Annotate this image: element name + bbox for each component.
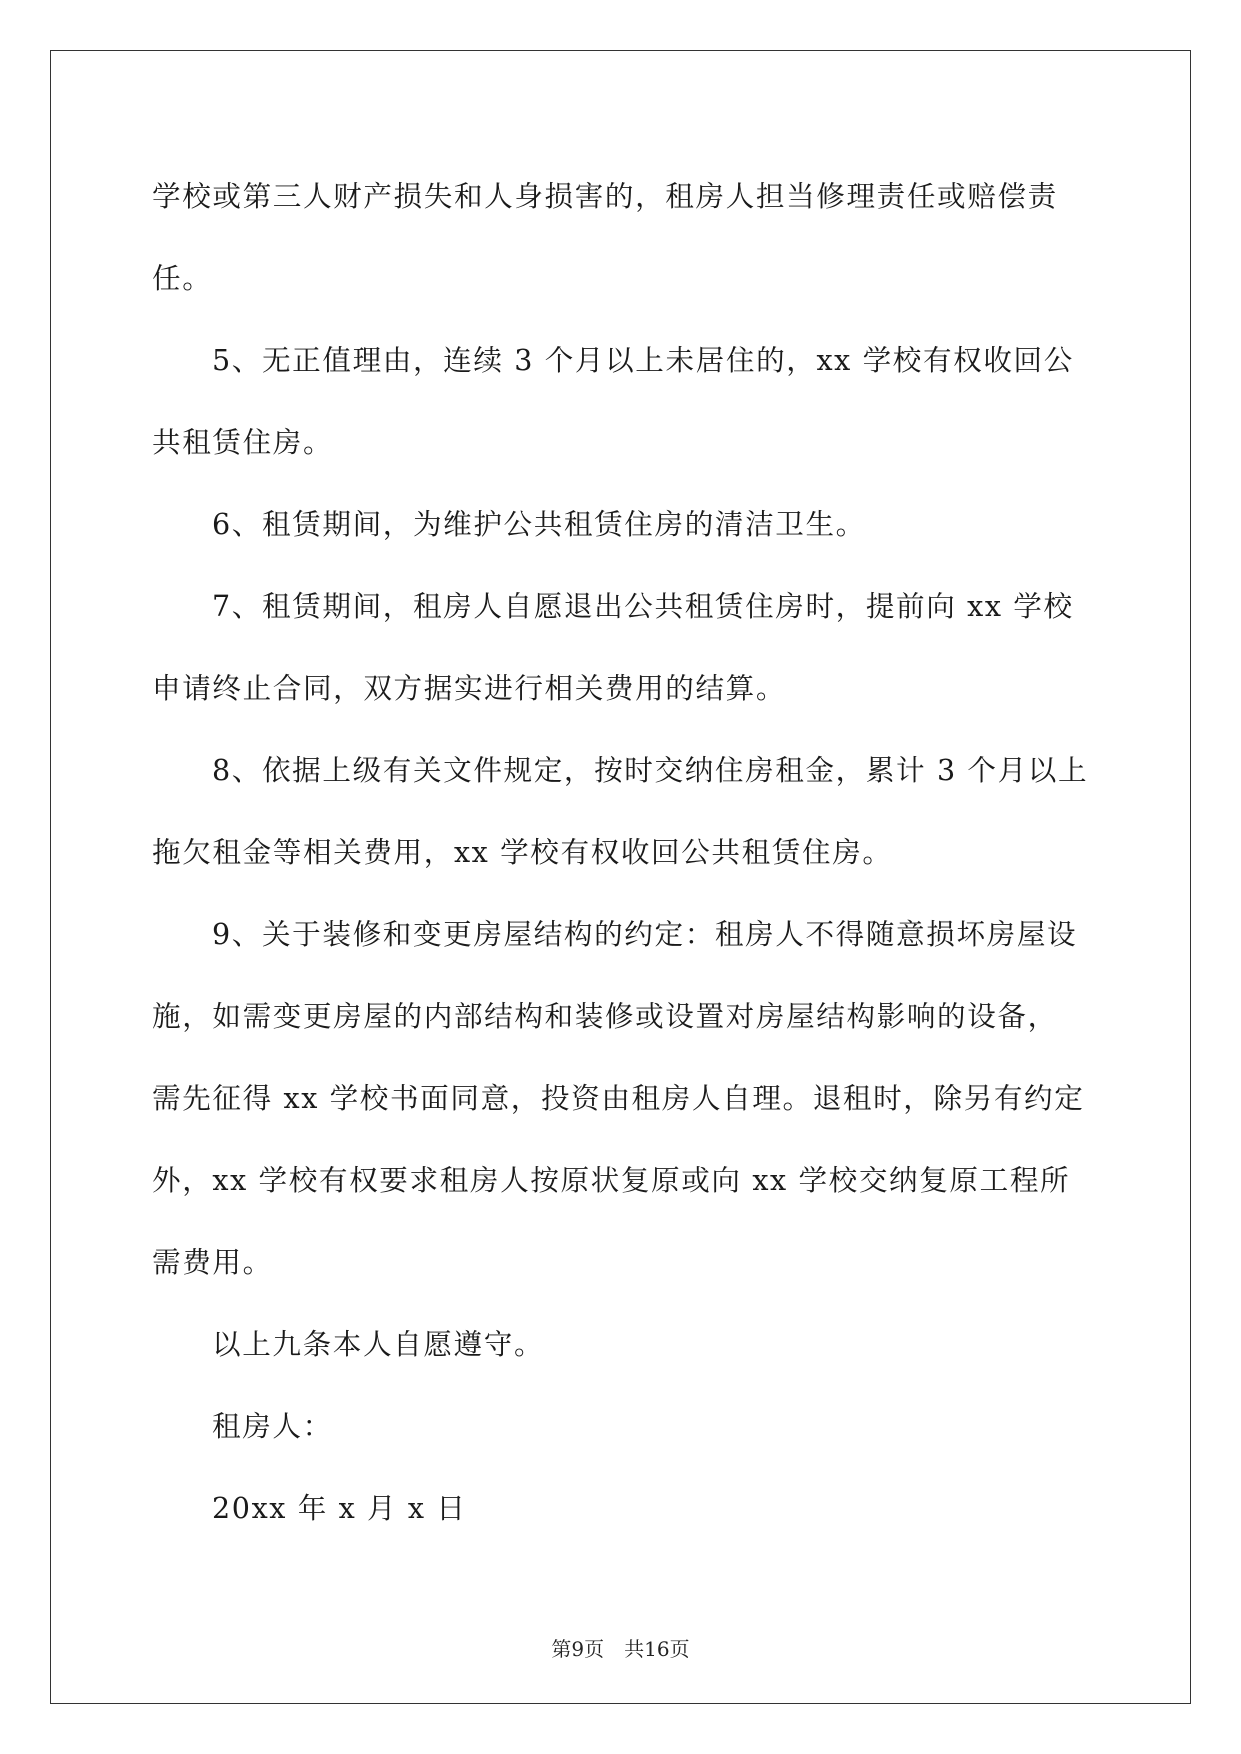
clause-6-line: 6、租赁期间，为维护公共租赁住房的清洁卫生。: [212, 507, 866, 541]
document-body: [152, 155, 1092, 1549]
text-line: 学校或第三人财产损失和人身损害的，租房人担当修理责任或赔偿责: [152, 179, 1058, 213]
total-page-count: 共16页: [624, 1637, 690, 1661]
clause-7-line: 7、租赁期间，租房人自愿退出公共租赁住房时，提前向 xx 学校: [212, 589, 1074, 623]
text-line: 需先征得 xx 学校书面同意，投资由租房人自理。退租时，除另有约定: [152, 1081, 1085, 1115]
clause-5-line: 5、无正值理由，连续 3 个月以上未居住的，xx 学校有权收回公: [212, 343, 1074, 377]
page-footer: [0, 1633, 1241, 1662]
text-line: 共租赁住房。: [152, 425, 334, 459]
text-line: 任。: [152, 261, 213, 295]
text-line: 需费用。: [152, 1245, 273, 1279]
tenant-signature-label: 租房人：: [212, 1409, 333, 1443]
text-line: 外，xx 学校有权要求租房人按原状复原或向 xx 学校交纳复原工程所: [152, 1163, 1071, 1197]
current-page-number: 第9页: [551, 1637, 605, 1661]
clause-9-line: 9、关于装修和变更房屋结构的约定：租房人不得随意损坏房屋设: [212, 917, 1078, 951]
clause-8-line: 8、依据上级有关文件规定，按时交纳住房租金，累计 3 个月以上: [212, 753, 1089, 787]
compliance-statement: 以上九条本人自愿遵守。: [212, 1327, 545, 1361]
text-line: 施，如需变更房屋的内部结构和装修或设置对房屋结构影响的设备，: [152, 999, 1058, 1033]
text-line: 申请终止合同，双方据实进行相关费用的结算。: [152, 671, 787, 705]
signature-date: 20xx 年 x 月 x 日: [212, 1491, 467, 1525]
text-line: 拖欠租金等相关费用，xx 学校有权收回公共租赁住房。: [152, 835, 893, 869]
